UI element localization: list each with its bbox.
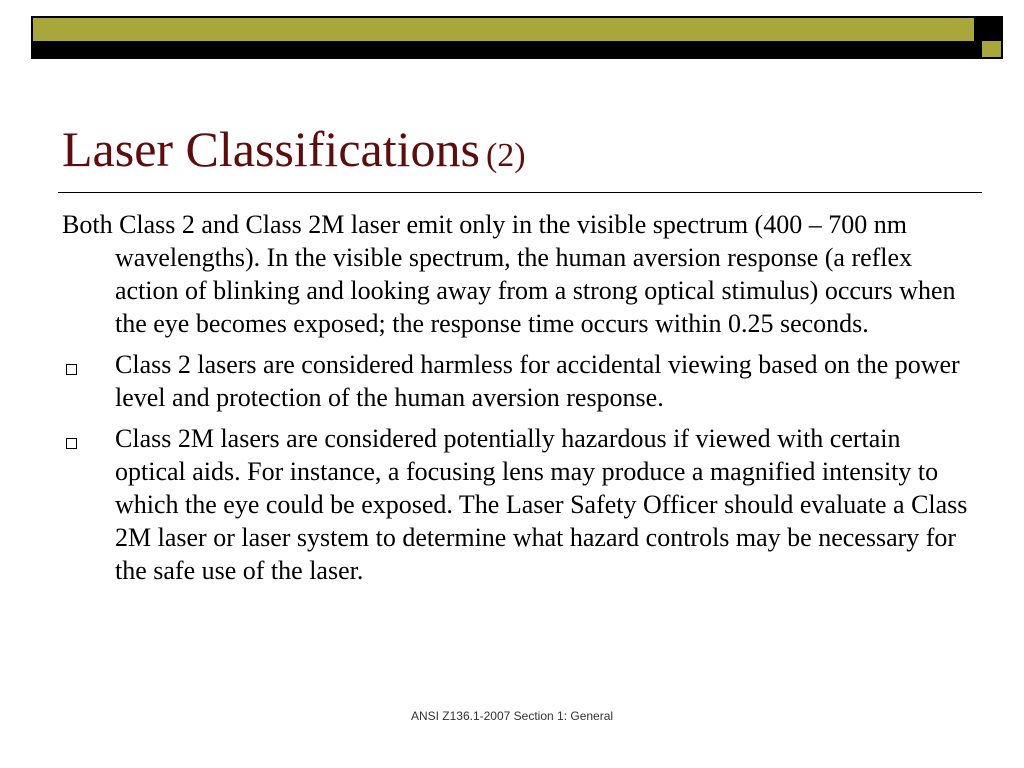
hollow-square-bullet-icon	[66, 438, 77, 449]
intro-paragraph: Both Class 2 and Class 2M laser emit only in the visible spectrum (400 – 700 nm wavelengths). In the visible spectrum, the human aversion response (a reflex action of blinking and looking away from a strong optical stimulus) occurs when the eye becomes exposed; the response time occurs within 0.25 seconds.	[62, 210, 956, 338]
header-decoration-bar	[31, 16, 976, 59]
header-corner-block	[976, 16, 1003, 59]
bullet-text: Class 2M lasers are considered potentially hazardous if viewed with certain optical aids. For instance, a focusing lens may produce a magnified intensity to which the eye could be exposed. The Laser Safety Officer should evaluate a Class 2M laser or laser system to determine what hazard controls may be necessary for the safe use of the laser.	[115, 424, 968, 585]
slide-title-text: Laser Classifications	[62, 121, 480, 177]
slide-body	[62, 208, 972, 595]
header-decoration-stripe	[33, 41, 974, 59]
slide-title-suffix: (2)	[485, 137, 526, 174]
slide-title	[62, 116, 526, 189]
header-corner-tile	[982, 41, 1001, 57]
title-divider	[58, 192, 982, 193]
hollow-square-bullet-icon	[66, 364, 77, 375]
bullet-text: Class 2 lasers are considered harmless for accidental viewing based on the power level and protection of the human aversion response.	[115, 350, 960, 412]
bullet-item	[62, 348, 972, 414]
slide-footer: ANSI Z136.1-2007 Section 1: General	[410, 709, 614, 723]
bullet-item	[62, 422, 972, 587]
